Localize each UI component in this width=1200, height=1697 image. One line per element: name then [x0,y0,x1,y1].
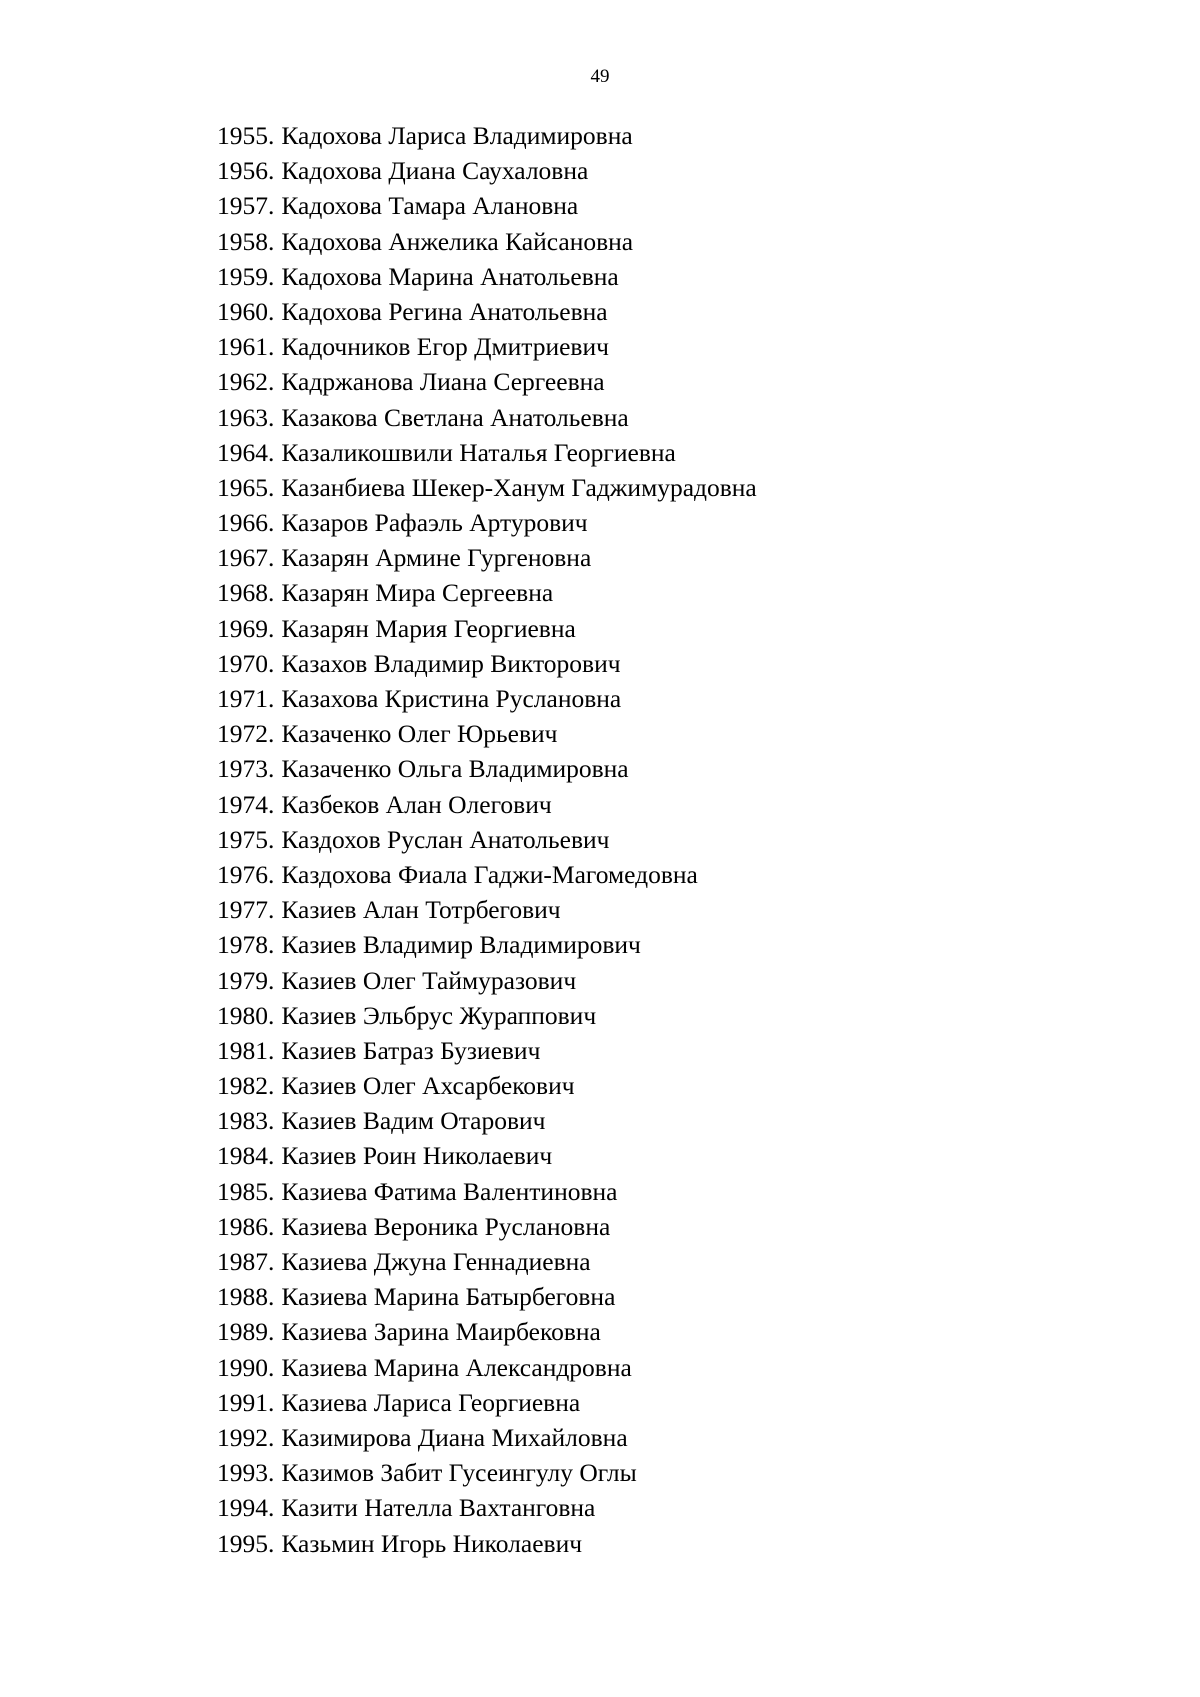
entry-name: Казиева Вероника Руслановна [281,1211,611,1241]
entry-number: 1990. [217,1352,275,1382]
entry-number: 1969. [217,613,275,643]
entry-number: 1973. [217,754,275,784]
list-item [217,435,757,470]
entry-name: Кадохова Тамара Алановна [281,191,579,221]
entry-number: 1972. [217,719,275,749]
entry-number: 1985. [217,1176,275,1206]
entry-name: Кадржанова Лиана Сергеевна [281,367,605,397]
list-item [217,1244,757,1279]
entry-name: Казиев Батраз Бузиевич [281,1035,541,1065]
entry-number: 1967. [217,543,275,573]
page-number: 49 [590,66,610,87]
entry-number: 1987. [217,1247,275,1276]
entry-number: 1984. [217,1141,275,1171]
entry-name: Казимирова Диана Михайловна [281,1422,628,1452]
entry-number: 1963. [217,402,275,432]
entry-number: 1988. [217,1282,275,1312]
list-item [217,188,757,223]
entry-number: 1992. [217,1422,275,1452]
entry-number: 1974. [217,789,275,819]
entry-name: Казарян Армине Гургеновна [281,543,592,573]
list-item [217,1068,757,1103]
entry-name: Казиев Эльбрус Жураппович [281,1000,597,1030]
list-item [217,294,757,329]
entry-name: Казити Нателла Вахтанговна [281,1493,596,1523]
entry-number: 1966. [217,508,275,538]
entry-number: 1982. [217,1071,275,1101]
list-item [217,963,757,998]
entry-name: Казиева Фатима Валентиновна [281,1176,618,1206]
entry-name: Казиева Зарина Маирбековна [281,1317,601,1347]
list-item [217,505,757,540]
list-item [217,822,757,857]
list-item [217,470,757,505]
list-item [217,1350,757,1385]
entry-name: Казиева Марина Батырбеговна [281,1282,616,1312]
list-item [217,1174,757,1209]
list-item [217,857,757,892]
list-item [217,153,757,188]
entry-name: Казимов Забит Гусеингулу Оглы [281,1458,637,1488]
entry-number: 1995. [217,1528,275,1558]
list-item [217,1314,757,1349]
entry-number: 1978. [217,930,275,960]
entry-number: 1956. [217,156,275,186]
list-item [217,118,757,153]
entry-number: 1981. [217,1035,275,1065]
name-list [217,118,757,1561]
entry-name: Казахова Кристина Руслановна [281,684,622,713]
entry-name: Казиев Роин Николаевич [281,1141,553,1171]
entry-number: 1961. [217,332,275,362]
entry-number: 1977. [217,895,275,925]
entry-name: Казиева Лариса Георгиевна [281,1387,581,1417]
list-item [217,787,757,822]
list-item [217,681,757,716]
entry-number: 1979. [217,965,275,995]
entry-number: 1983. [217,1106,275,1136]
entry-number: 1975. [217,824,275,854]
list-item [217,224,757,259]
list-item [217,646,757,681]
entry-name: Казиев Алан Тотрбегович [281,895,561,925]
entry-name: Казиева Джуна Геннадиевна [281,1247,591,1276]
entry-number: 1958. [217,226,275,256]
entry-name: Кадохова Анжелика Кайсановна [281,226,634,256]
entry-number: 1980. [217,1000,275,1030]
list-item [217,259,757,294]
list-item [217,751,757,786]
entry-name: Каздохов Руслан Анатольевич [281,824,610,854]
list-item [217,892,757,927]
entry-name: Каздохова Фиала Гаджи-Магомедовна [281,859,698,889]
entry-number: 1993. [217,1458,275,1488]
entry-name: Кадохова Диана Саухаловна [281,156,589,186]
entry-name: Кадочников Егор Дмитриевич [281,332,609,362]
entry-name: Казаченко Ольга Владимировна [281,754,629,784]
list-item [217,611,757,646]
list-item [217,1420,757,1455]
list-item [217,927,757,962]
list-item [217,1033,757,1068]
entry-name: Казиев Вадим Отарович [281,1106,546,1136]
entry-name: Казахов Владимир Викторович [281,648,621,678]
list-item [217,400,757,435]
entry-name: Казиев Владимир Владимирович [281,930,641,960]
list-item [217,329,757,364]
entry-name: Казаров Рафаэль Артурович [281,508,588,538]
entry-number: 1970. [217,648,275,678]
entry-name: Казиев Олег Ахсарбекович [281,1071,575,1101]
entry-number: 1962. [217,367,275,397]
list-item [217,1209,757,1244]
entry-name: Кадохова Регина Анатольевна [281,296,608,326]
list-item [217,1455,757,1490]
entry-name: Казанбиева Шекер-Ханум Гаджимурадовна [281,472,757,502]
entry-name: Казьмин Игорь Николаевич [281,1528,583,1558]
entry-number: 1986. [217,1211,275,1241]
entry-name: Кадохова Марина Анатольевна [281,261,619,291]
entry-number: 1968. [217,578,275,608]
list-item [217,1490,757,1525]
entry-number: 1960. [217,296,275,326]
entry-number: 1971. [217,684,275,713]
entry-name: Казакова Светлана Анатольевна [281,402,629,432]
entry-number: 1989. [217,1317,275,1347]
entry-number: 1991. [217,1387,275,1417]
entry-number: 1959. [217,261,275,291]
entry-number: 1955. [217,121,275,150]
list-item [217,1138,757,1173]
entry-number: 1957. [217,191,275,221]
list-item [217,716,757,751]
list-item [217,1279,757,1314]
list-item [217,364,757,399]
entry-name: Кадохова Лариса Владимировна [281,121,633,150]
entry-name: Казарян Мария Георгиевна [281,613,576,643]
entry-name: Казаликошвили Наталья Георгиевна [281,437,676,467]
list-item [217,540,757,575]
entry-name: Казиева Марина Александровна [281,1352,632,1382]
entry-name: Казбеков Алан Олегович [281,789,552,819]
entry-number: 1964. [217,437,275,467]
list-item [217,998,757,1033]
list-item [217,1385,757,1420]
list-item [217,1103,757,1138]
list-item [217,575,757,610]
entry-name: Казиев Олег Таймуразович [281,965,577,995]
entry-number: 1994. [217,1493,275,1523]
list-item [217,1526,757,1561]
entry-name: Казарян Мира Сергеевна [281,578,554,608]
entry-number: 1965. [217,472,275,502]
entry-name: Казаченко Олег Юрьевич [281,719,558,749]
entry-number: 1976. [217,859,275,889]
